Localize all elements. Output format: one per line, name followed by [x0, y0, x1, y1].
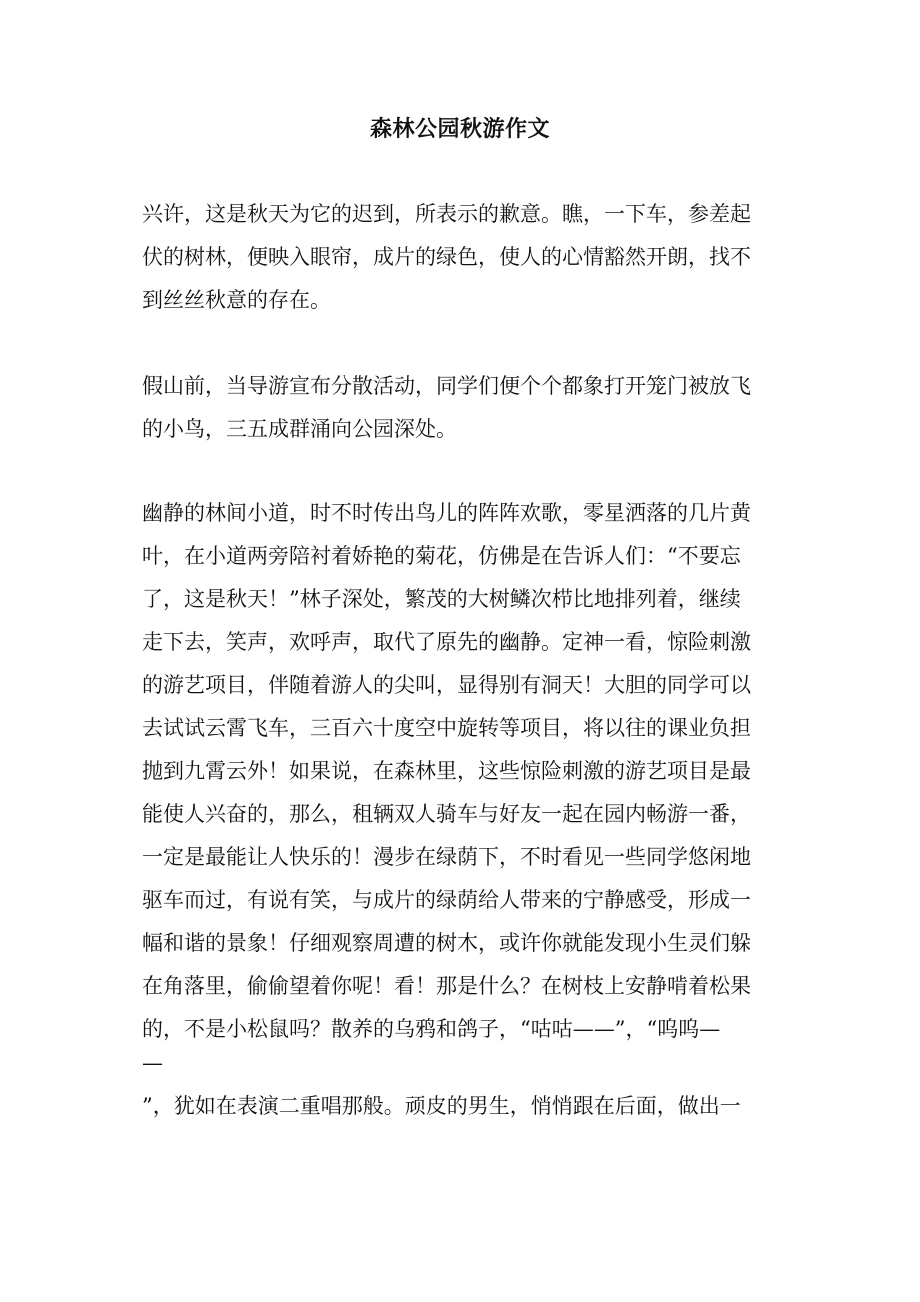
document-title: 森林公园秋游作文 [369, 116, 550, 142]
paragraph-3-line-6: 去试试云霄飞车，三百六十度空中旋转等项目，将以往的课业负担 [142, 716, 751, 740]
paragraph-3-line-4: 走下去，笑声，欢呼声，取代了原先的幽静。定神一看，惊险刺激 [142, 630, 751, 654]
paragraph-3-line-14: — [142, 1051, 163, 1075]
paragraph-3-line-2: 叶，在小道两旁陪衬着娇艳的菊花，仿佛是在告诉人们：“不要忘 [142, 544, 741, 568]
paragraph-3-line-3: 了，这是秋天！”林子深处，繁茂的大树鳞次栉比地排列着，继续 [142, 587, 741, 611]
paragraph-2-line-2: 的小鸟，三五成群涌向公园深处。 [142, 417, 457, 441]
paragraph-1-line-1: 兴许，这是秋天为它的迟到，所表示的歉意。瞧，一下车，参差起 [142, 202, 751, 226]
paragraph-1-line-2: 伏的树林，便映入眼帘，成片的绿色，使人的心情豁然开朗，找不 [142, 245, 751, 269]
paragraph-3-line-13: 的，不是小松鼠吗？散养的乌鸦和鸽子，“咕咕——”，“呜呜— [142, 1017, 721, 1041]
paragraph-3-line-9: 一定是最能让人快乐的！漫步在绿荫下，不时看见一些同学悠闲地 [142, 845, 751, 869]
paragraph-3-line-1: 幽静的林间小道，时不时传出鸟儿的阵阵欢歌，零星洒落的几片黄 [142, 501, 751, 525]
paragraph-3-line-7: 抛到九霄云外！如果说，在森林里，这些惊险刺激的游艺项目是最 [142, 759, 751, 783]
paragraph-3-line-12: 在角落里，偷偷望着你呢！看！那是什么？在树枝上安静啃着松果 [142, 974, 751, 998]
paragraph-3-line-10: 驱车而过，有说有笑，与成片的绿荫给人带来的宁静感受，形成一 [142, 888, 751, 912]
paragraph-3-line-8: 能使人兴奋的，那么，租辆双人骑车与好友一起在园内畅游一番， [142, 802, 751, 826]
paragraph-1-line-3: 到丝丝秋意的存在。 [142, 288, 331, 312]
paragraph-3-line-15: ”，犹如在表演二重唱那般。顽皮的男生，悄悄跟在后面，做出一 [142, 1094, 741, 1118]
paragraph-2-line-1: 假山前，当导游宣布分散活动，同学们便个个都象打开笼门被放飞 [142, 374, 751, 398]
paragraph-3-line-11: 幅和谐的景象！仔细观察周遭的树木，或许你就能发现小生灵们躲 [142, 931, 751, 955]
paragraph-3-line-5: 的游艺项目，伴随着游人的尖叫，显得别有洞天！大胆的同学可以 [142, 673, 751, 697]
